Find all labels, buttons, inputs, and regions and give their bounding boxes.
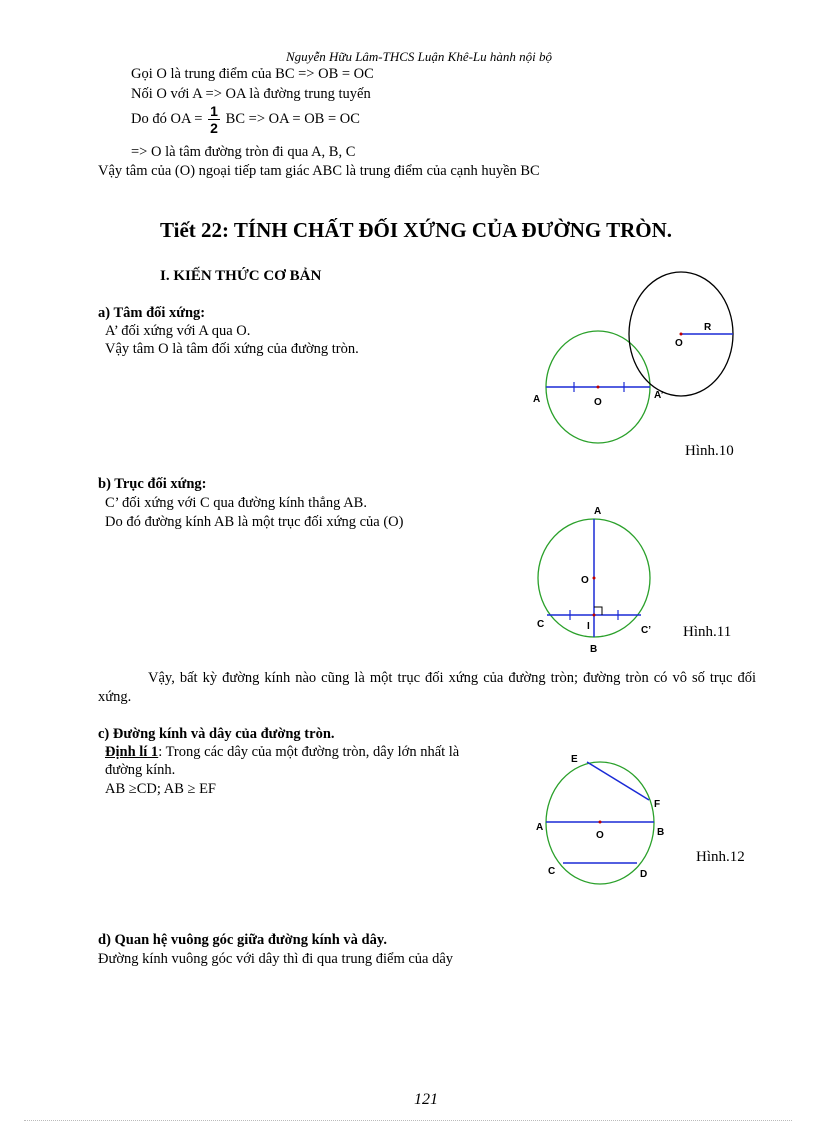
fig11-label-b: B <box>590 644 598 655</box>
page-number: 121 <box>414 1091 438 1108</box>
fig10-label-o: O <box>594 397 602 408</box>
theorem-label: Định lí 1 <box>105 744 159 760</box>
intro-line-3-prefix: Do đó OA = <box>131 110 203 127</box>
fig12-label-o: O <box>596 830 604 841</box>
intro-line-2: Nối O với A => OA là đường trung tuyến <box>131 86 371 102</box>
intro-line-5: Vậy tâm của (O) ngoại tiếp tam giác ABC là trung điểm của cạnh huyền BC <box>98 163 540 179</box>
section-heading: I. KIẾN THỨC CƠ BẢN <box>160 268 322 284</box>
fig11-label-c: C <box>537 619 545 630</box>
fig12-label-e: E <box>571 754 578 765</box>
sec-b-heading: b) Trục đối xứng: <box>98 476 207 492</box>
fig12-label-a: A <box>536 822 544 833</box>
fraction-denominator: 2 <box>210 120 218 136</box>
sec-a-line-2: Vậy tâm O là tâm đối xứng của đường tròn. <box>105 341 359 357</box>
sec-b-line-1: C’ đối xứng với C qua đường kính thẳng AB. <box>105 495 367 511</box>
fig12-label-b: B <box>657 827 665 838</box>
fig11-label-a: A <box>594 506 602 517</box>
fig10-label-a-prime: A’ <box>654 390 664 401</box>
intro-line-1: Gọi O là trung điểm của BC => OB = OC <box>131 66 374 82</box>
sec-d-line-1: Đường kính vuông góc với dây thì đi qua trung điểm của dây <box>98 951 454 967</box>
sec-b-line-2: Do đó đường kính AB là một trục đối xứng của (O) <box>105 514 404 530</box>
intro-line-4: => O là tâm đường tròn đi qua A, B, C <box>131 144 356 160</box>
fig11-caption: Hình.11 <box>683 624 732 640</box>
fig11-label-o: O <box>581 575 589 586</box>
fraction-numerator: 1 <box>210 103 218 119</box>
sec-c-heading: c) Đường kính và dây của đường tròn. <box>98 726 335 742</box>
footer-divider <box>24 1120 792 1121</box>
lesson-title: Tiết 22: TÍNH CHẤT ĐỐI XỨNG CỦA ĐƯỜNG TRÒN. <box>160 218 673 242</box>
fig10-caption: Hình.10 <box>685 443 734 459</box>
diameter-paragraph: Vậy, bất kỳ đường kính nào cũng là một trục đối xứng của đường tròn; đường tròn có vô số trục đối xứng. <box>98 670 756 705</box>
fig11-label-c-prime: C’ <box>641 625 651 636</box>
fig10-label-r: R <box>704 322 712 333</box>
fig10-label-a: A <box>533 394 541 405</box>
inequality: AB ≥CD; AB ≥ EF <box>105 781 216 797</box>
page-header: Nguyễn Hữu Lâm-THCS Luận Khê-Lu hành nội bộ <box>286 49 553 64</box>
sec-d-heading: d) Quan hệ vuông góc giữa đường kính và dây. <box>98 932 387 948</box>
fig12-label-d: D <box>640 869 648 880</box>
theorem-line-2: đường kính. <box>105 762 176 778</box>
fig12-label-c: C <box>548 866 556 877</box>
fig12-label-f: F <box>654 799 661 810</box>
fig11-label-i: I <box>587 621 590 632</box>
fig10-label-o2: O <box>675 338 683 349</box>
sec-a-line-1: A’ đối xứng với A qua O. <box>105 323 251 339</box>
theorem-text: : Trong các dây của một đường tròn, dây lớn nhất là <box>158 744 460 760</box>
intro-line-3-suffix: BC => OA = OB = OC <box>225 110 360 127</box>
fig12-caption: Hình.12 <box>696 849 745 865</box>
sec-a-heading: a) Tâm đối xứng: <box>98 305 206 321</box>
